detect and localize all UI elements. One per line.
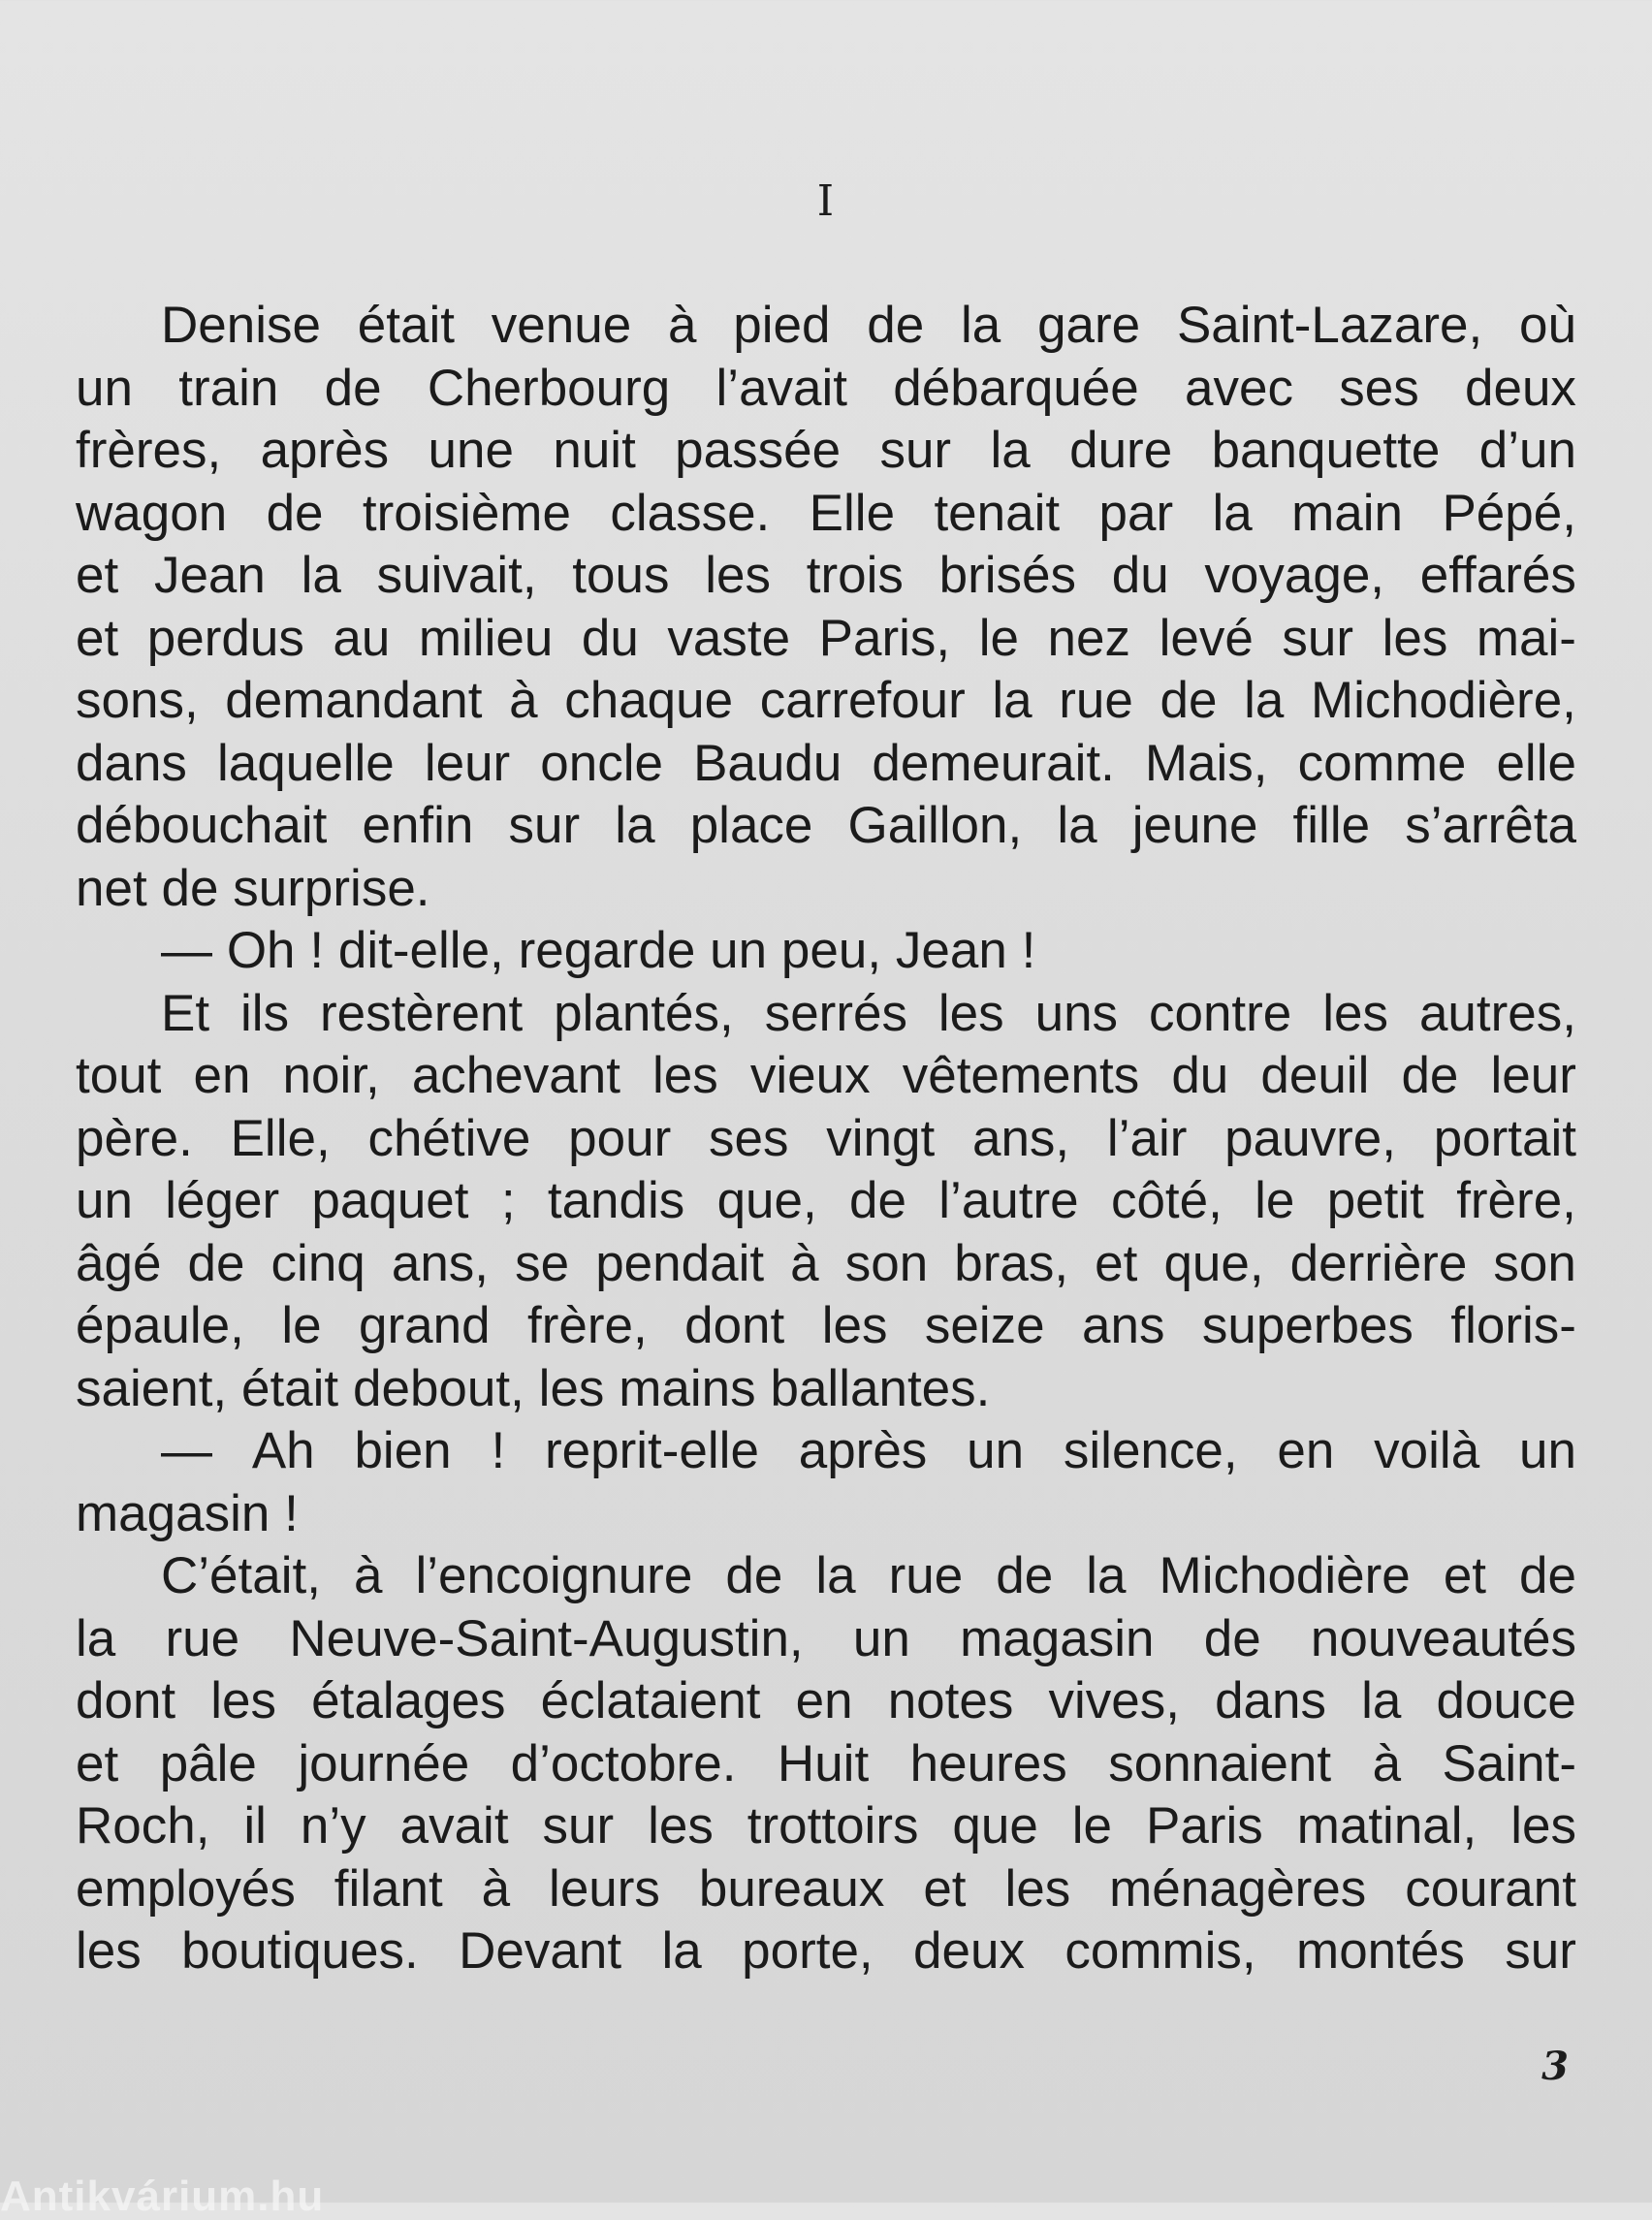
text-line: magasin !: [76, 1484, 299, 1542]
text-line: C’était, à l’encoignure de la rue de la Michodière et de: [161, 1547, 1576, 1604]
text-line: Denise était venue à pied de la gare Saint-Lazare, où: [161, 297, 1576, 354]
text-line: Et ils restèrent plantés, serrés les uns contre les autres,: [161, 984, 1576, 1042]
text-line: père. Elle, chétive pour ses vingt ans, l’air pauvre, portait: [76, 1109, 1576, 1167]
text-line: et perdus au milieu du vaste Paris, le nez levé sur les mai-: [76, 609, 1576, 667]
text-line: un léger paquet ; tandis que, de l’autre côté, le petit frère,: [76, 1172, 1576, 1229]
chapter-heading: I: [816, 176, 836, 226]
text-line: dans laquelle leur oncle Baudu demeurait. Mais, comme elle: [76, 734, 1576, 792]
text-line: net de surprise.: [76, 859, 430, 917]
text-line: saient, était debout, les mains ballantes.: [76, 1359, 991, 1417]
page-number: 3: [1541, 2044, 1569, 2089]
body-text: [76, 295, 1576, 1983]
text-line: âgé de cinq ans, se pendait à son bras, et que, derrière son: [76, 1234, 1576, 1292]
text-line: et Jean la suivait, tous les trois brisés du voyage, effarés: [76, 547, 1576, 604]
text-line: les boutiques. Devant la porte, deux commis, montés sur: [76, 1922, 1576, 1980]
text-line: la rue Neuve-Saint-Augustin, un magasin de nouveautés: [76, 1609, 1576, 1667]
watermark: Antikvárium.hu: [0, 2172, 325, 2220]
text-line: tout en noir, achevant les vieux vêtements du deuil de leur: [76, 1047, 1576, 1104]
text-line: employés filant à leurs bureaux et les ménagères courant: [76, 1859, 1576, 1918]
text-line: frères, après une nuit passée sur la dure banquette d’un: [76, 422, 1576, 479]
text-line: dont les étalages éclataient en notes vives, dans la douce: [76, 1672, 1576, 1729]
text-line: — Oh ! dit-elle, regarde un peu, Jean !: [161, 922, 1036, 979]
text-line: wagon de troisième classe. Elle tenait par la main Pépé,: [76, 484, 1576, 542]
text-line: sons, demandant à chaque carrefour la rue de la Michodière,: [76, 672, 1576, 729]
text-line: et pâle journée d’octobre. Huit heures sonnaient à Saint-: [76, 1734, 1576, 1792]
text-line: — Ah bien ! reprit-elle après un silence, en voilà un: [161, 1422, 1576, 1479]
text-line: un train de Cherbourg l’avait débarquée avec ses deux: [76, 359, 1576, 417]
text-line: Roch, il n’y avait sur les trottoirs que le Paris matinal, les: [76, 1797, 1576, 1855]
text-line: épaule, le grand frère, dont les seize ans superbes floris-: [76, 1297, 1576, 1354]
text-line: débouchait enfin sur la place Gaillon, la jeune fille s’arrêta: [76, 797, 1576, 854]
